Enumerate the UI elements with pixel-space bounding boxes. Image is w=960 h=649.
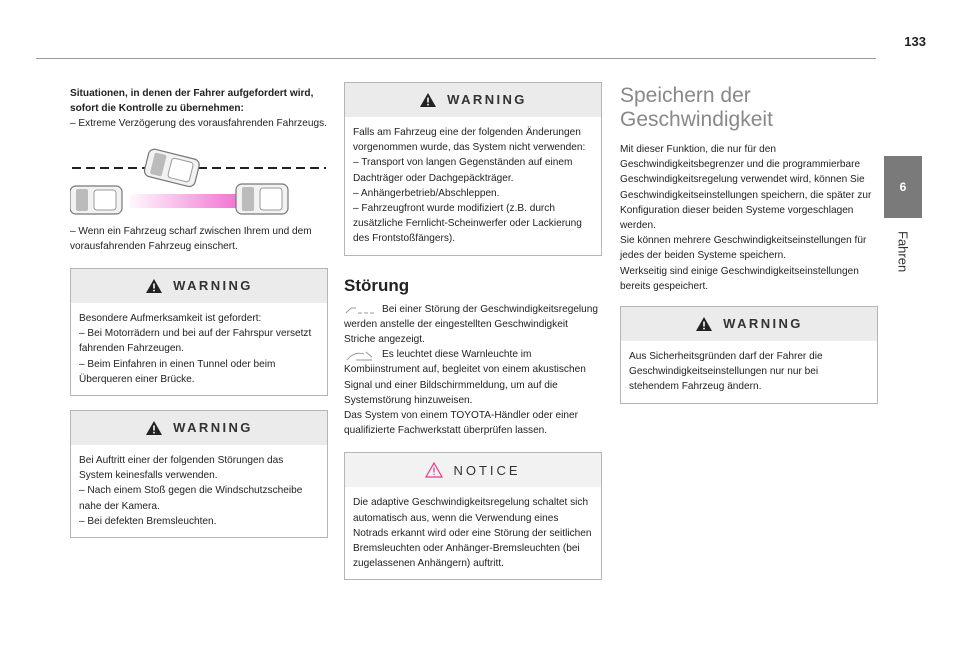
warning-title: WARNING xyxy=(447,92,527,108)
warning-header xyxy=(621,307,877,341)
save-speed-text: Mit dieser Funktion, die nur für den Geschwindigkeitsbegrenzer und die programmierbare Geschwindigkeitsregelung verwendet wird, können Sie Geschwindigkeitseinstellungen speichern, die später zur Konfiguration dieser beiden Systeme vorgeschlagen werden. xyxy=(620,144,872,232)
warning-line: – Fahrzeugfront wurde modifiziert (z.B. durch zusätzliche Fernlicht-Scheinwerfer oder Lackierung des Frontstoßfängers). xyxy=(353,203,582,245)
notice-title: NOTICE xyxy=(453,462,521,478)
warning-body xyxy=(71,303,327,395)
warning-line: – Beim Einfahren in einen Tunnel oder beim Überqueren einer Brücke. xyxy=(79,358,276,385)
warning-title: WARNING xyxy=(173,278,253,294)
warning-light-paragraph xyxy=(344,347,602,408)
situation-item-deceleration: – Extreme Verzögerung des vorausfahrenden Fahrzeugs. xyxy=(70,118,327,130)
cut-in-diagram xyxy=(70,140,328,220)
malfunction-text: Bei einer Störung der Geschwindigkeitsregelung werden anstelle der eingestellten Geschwindigkeit Striche angezeigt. xyxy=(344,303,599,346)
warning-box-modifications xyxy=(344,82,602,256)
warning-title: WARNING xyxy=(723,316,803,332)
column-right xyxy=(620,82,878,404)
chapter-title: Fahren xyxy=(895,231,911,273)
notice-body xyxy=(345,487,601,579)
header-rule xyxy=(36,58,876,59)
warning-triangle-icon xyxy=(145,278,163,294)
warning-body xyxy=(345,117,601,255)
warning-box-malfunctions xyxy=(70,410,328,538)
situations-intro: Situationen, in denen der Fahrer aufgefordert wird, sofort die Kontrolle zu übernehmen: xyxy=(70,88,314,115)
warning-line: Besondere Aufmerksamkeit ist gefordert: xyxy=(79,313,262,325)
notice-header xyxy=(345,453,601,487)
save-speed-factory-text: Werkseitig sind einige Geschwindigkeitseinstellungen bereits gespeichert. xyxy=(620,265,859,292)
cruise-warning-light-icon xyxy=(344,349,376,363)
warning-triangle-icon xyxy=(145,420,163,436)
warning-text: Aus Sicherheitsgründen darf der Fahrer die Geschwindigkeitseinstellungen nur nur bei stehendem Fahrzeug ändern. xyxy=(629,351,823,393)
warning-box-safety xyxy=(620,306,878,404)
notice-box xyxy=(344,452,602,580)
warning-box-attention xyxy=(70,268,328,396)
warning-line: Falls am Fahrzeug eine der folgenden Änderungen vorgenommen wurde, das System nicht verwenden: xyxy=(353,127,586,154)
section-heading-malfunction: Störung xyxy=(344,275,410,295)
chapter-tab[interactable]: 6 xyxy=(884,156,922,218)
warning-title: WARNING xyxy=(173,420,253,436)
warning-header xyxy=(71,269,327,303)
warning-line: – Bei Motorrädern und bei auf der Fahrspur versetzt fahrenden Fahrzeugen. xyxy=(79,328,312,355)
situation-item-cut-in: – Wenn ein Fahrzeug scharf zwischen Ihrem und dem vorausfahrenden Fahrzeug einschert. xyxy=(70,225,312,252)
warning-line: – Nach einem Stoß gegen die Windschutzscheibe nahe der Kamera. xyxy=(79,485,303,512)
warning-triangle-icon xyxy=(695,316,713,332)
notice-text: Die adaptive Geschwindigkeitsregelung schaltet sich automatisch aus, wenn die Verwendung eines Notrads erkannt wird oder eine Störung der seitlichen Bremsleuchten oder Anhänger-Bremsleuchten (bei zugelassenen Anhängern) auftritt. xyxy=(353,497,592,570)
warning-header xyxy=(345,83,601,117)
warning-line: Bei Auftritt einer der folgenden Störungen das System keinesfalls verwenden. xyxy=(79,455,284,482)
warning-line: – Anhängerbetrieb/Abschleppen. xyxy=(353,187,500,199)
cut-in-illustration xyxy=(70,140,328,220)
dealer-check-text: Das System von einem TOYOTA-Händler oder einer qualifizierte Fachwerkstatt überprüfen lassen. xyxy=(344,410,578,437)
section-heading-save-speed: Speichern der Geschwindigkeit xyxy=(620,84,773,131)
warning-light-text: Es leuchtet diese Warnleuchte im Kombiinstrument auf, begleitet von einem akustischen Signal und einer Bildschirmmeldung, um auf die Systemstörung hinzuweisen. xyxy=(344,349,586,406)
save-speed-multiple-text: Sie können mehrere Geschwindigkeitseinstellungen für jedes der beiden Systeme speichern. xyxy=(620,235,867,262)
notice-triangle-icon xyxy=(425,462,443,478)
warning-body xyxy=(71,445,327,537)
malfunction-dashes-paragraph xyxy=(344,302,602,348)
warning-body xyxy=(621,341,877,403)
speed-dashes-icon xyxy=(344,304,376,318)
warning-triangle-icon xyxy=(419,92,437,108)
warning-line: – Bei defekten Bremsleuchten. xyxy=(79,515,217,527)
page-number: 133 xyxy=(904,34,926,49)
column-middle xyxy=(344,82,602,580)
column-left xyxy=(70,86,328,538)
warning-line: – Transport von langen Gegenständen auf einem Dachträger oder Dachgepäckträger. xyxy=(353,157,573,184)
warning-header xyxy=(71,411,327,445)
